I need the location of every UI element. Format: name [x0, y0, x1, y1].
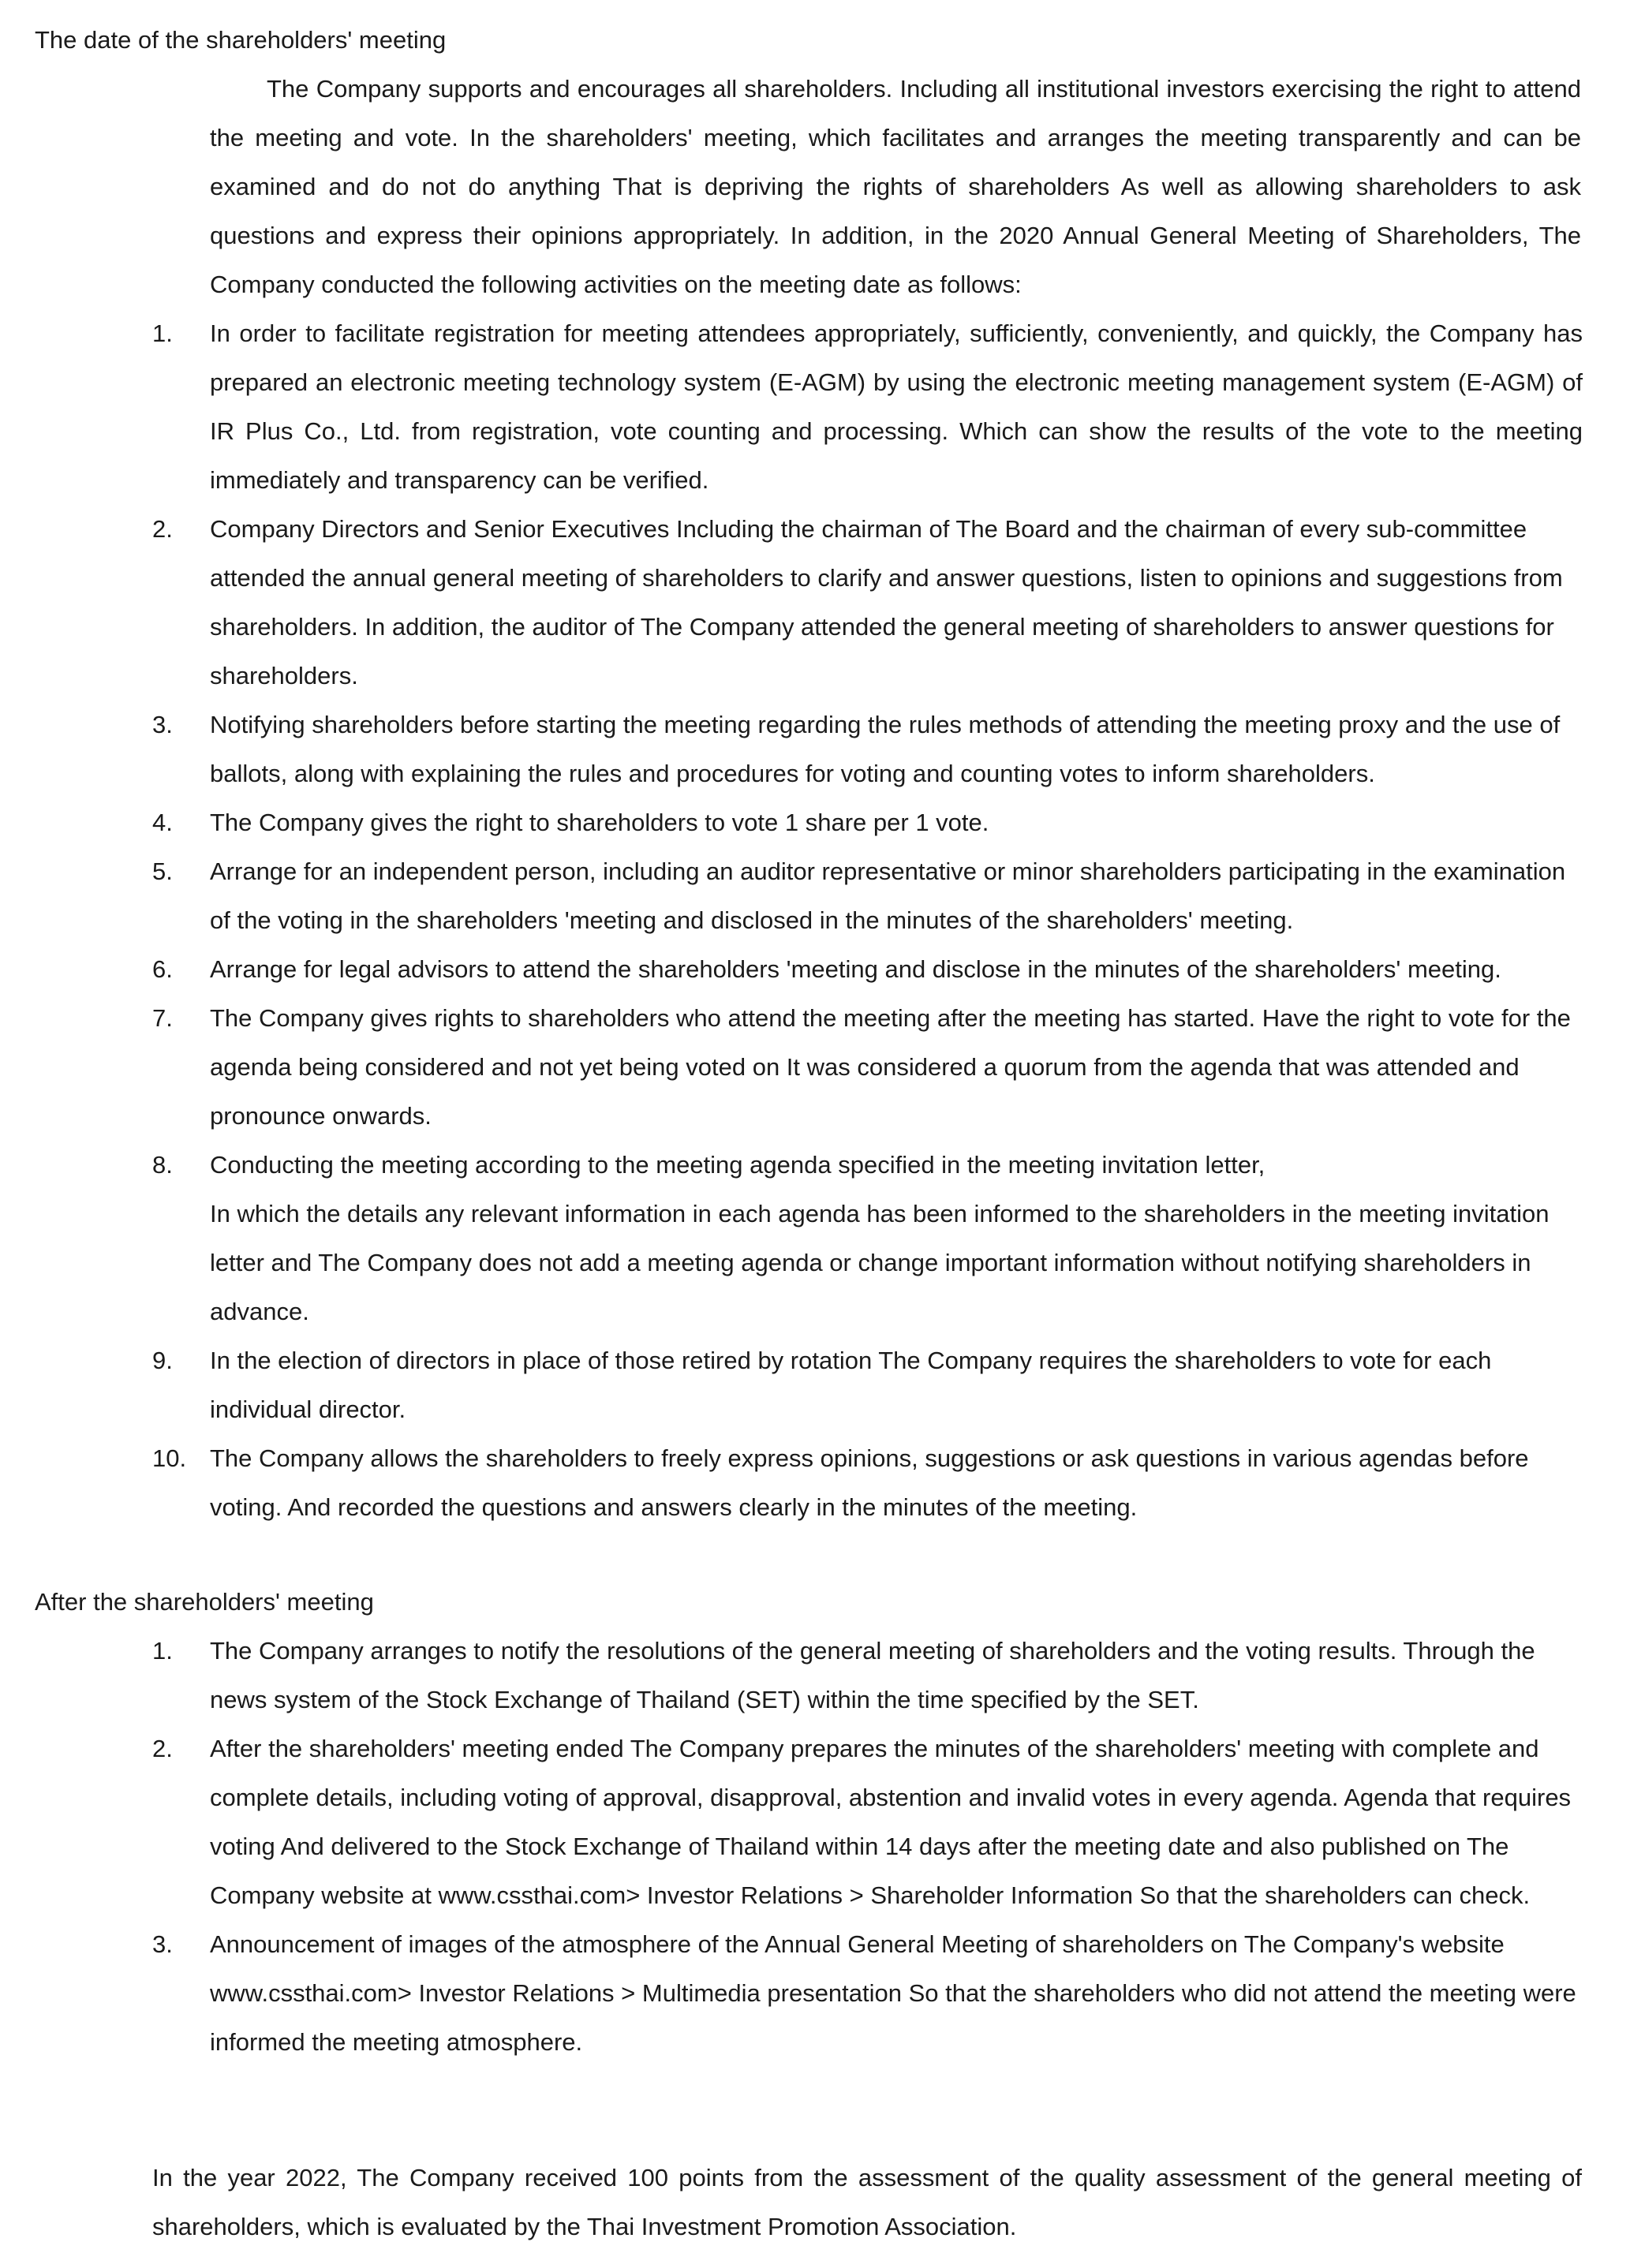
item-text: The Company gives rights to shareholders who attend the meeting after the meeting has started. Have the right to vote for the agenda being considered and not yet being voted on It was considered a quorum from the agenda that was attended and pronounce onwards.	[210, 1004, 1571, 1130]
list-item	[0, 1920, 1583, 2067]
item-number: 3.	[152, 1930, 173, 1958]
list-item	[0, 505, 1583, 701]
list-item	[0, 847, 1583, 945]
list-item	[0, 701, 1583, 798]
item-text-continued: In which the details any relevant information in each agenda has been informed to the shareholders in the meeting invitation letter and The Company does not add a meeting agenda or change important information without notifying shareholders in advance.	[210, 1200, 1550, 1325]
item-number: 9.	[152, 1347, 173, 1374]
list-item	[0, 309, 1583, 505]
after-meeting-list	[0, 1627, 1630, 2067]
item-text: Arrange for legal advisors to attend the shareholders 'meeting and disclose in the minutes of the shareholders' meeting.	[210, 955, 1501, 983]
item-number: 10.	[152, 1444, 187, 1472]
item-text: In order to facilitate registration for meeting attendees appropriately, sufficiently, conveniently, and quickly, the Company has prepared an electronic meeting technology system (E-AGM) by using the electronic meeting management system (E-AGM) of IR Plus Co., Ltd. from registration, vote counting and processing. Which can show the results of the vote to the meeting immediately and transparency can be verified.	[210, 319, 1583, 494]
meeting-date-list	[0, 309, 1630, 1532]
item-number: 3.	[152, 711, 173, 738]
list-item	[0, 1724, 1583, 1920]
list-item	[0, 945, 1583, 994]
item-text: The Company arranges to notify the resolutions of the general meeting of shareholders and the voting results. Through the news system of the Stock Exchange of Thailand (SET) within the time specified by the SET.	[210, 1637, 1535, 1713]
closing-paragraph: In the year 2022, The Company received 100 points from the assessment of the quality assessment of the general meeting of shareholders, which is evaluated by the Thai Investment Promotion Association.	[152, 2164, 1582, 2240]
item-number: 7.	[152, 1004, 173, 1032]
item-number: 1.	[152, 319, 173, 347]
section-heading-after-meeting: After the shareholders' meeting	[35, 1588, 374, 1616]
item-number: 2.	[152, 515, 173, 543]
list-item	[0, 798, 1583, 847]
item-text: Notifying shareholders before starting the meeting regarding the rules methods of attending the meeting proxy and the use of ballots, along with explaining the rules and procedures for voting and counting votes to inform shareholders.	[210, 711, 1561, 787]
item-number: 2.	[152, 1735, 173, 1762]
list-item	[0, 1141, 1583, 1336]
item-number: 8.	[152, 1151, 173, 1179]
item-number: 4.	[152, 809, 173, 836]
list-item	[0, 994, 1583, 1141]
item-number: 1.	[152, 1637, 173, 1665]
item-text: After the shareholders' meeting ended The Company prepares the minutes of the shareholders' meeting with complete and complete details, including voting of approval, disapproval, abstention and invalid votes in every agenda. Agenda that requires voting And delivered to the Stock Exchange of Thailand within 14 days after the meeting date and also published on The Company website at www.cssthai.com> Investor Relations > Shareholder Information So that the shareholders can check.	[210, 1735, 1572, 1909]
section-heading-meeting-date: The date of the shareholders' meeting	[35, 26, 447, 54]
item-text: The Company gives the right to shareholders to vote 1 share per 1 vote.	[210, 809, 989, 836]
item-text: The Company allows the shareholders to freely express opinions, suggestions or ask questions in various agendas before voting. And recorded the questions and answers clearly in the minutes of the meeting.	[210, 1444, 1529, 1521]
item-number: 5.	[152, 858, 173, 885]
item-text: Company Directors and Senior Executives Including the chairman of The Board and the chairman of every sub-committee attended the annual general meeting of shareholders to clarify and answer questions, listen to opinions and suggestions from shareholders. In addition, the auditor of The Company attended the general meeting of shareholders to answer questions for shareholders.	[210, 515, 1563, 689]
intro-paragraph: The Company supports and encourages all shareholders. Including all institutional investors exercising the right to attend the meeting and vote. In the shareholders' meeting, which facilitates and arranges the meeting transparently and can be examined and do not do anything That is depriving the rights of shareholders As well as allowing shareholders to ask questions and express their opinions appropriately. In addition, in the 2020 Annual General Meeting of Shareholders, The Company conducted the following activities on the meeting date as follows:	[210, 75, 1581, 298]
item-text: Conducting the meeting according to the meeting agenda specified in the meeting invitation letter,	[210, 1151, 1265, 1179]
item-text: Arrange for an independent person, including an auditor representative or minor shareholders participating in the examination of the voting in the shareholders 'meeting and disclosed in the minutes of the shareholders' meeting.	[210, 858, 1566, 934]
item-text: In the election of directors in place of those retired by rotation The Company requires the shareholders to vote for each individual director.	[210, 1347, 1492, 1423]
item-text: Announcement of images of the atmosphere of the Annual General Meeting of shareholders on The Company's website www.cssthai.com> Investor Relations > Multimedia presentation So that the shareholders who did not attend the meeting were informed the meeting atmosphere.	[210, 1930, 1576, 2056]
list-item	[0, 1627, 1583, 1724]
item-number: 6.	[152, 955, 173, 983]
list-item	[0, 1336, 1583, 1434]
list-item	[0, 1434, 1583, 1532]
